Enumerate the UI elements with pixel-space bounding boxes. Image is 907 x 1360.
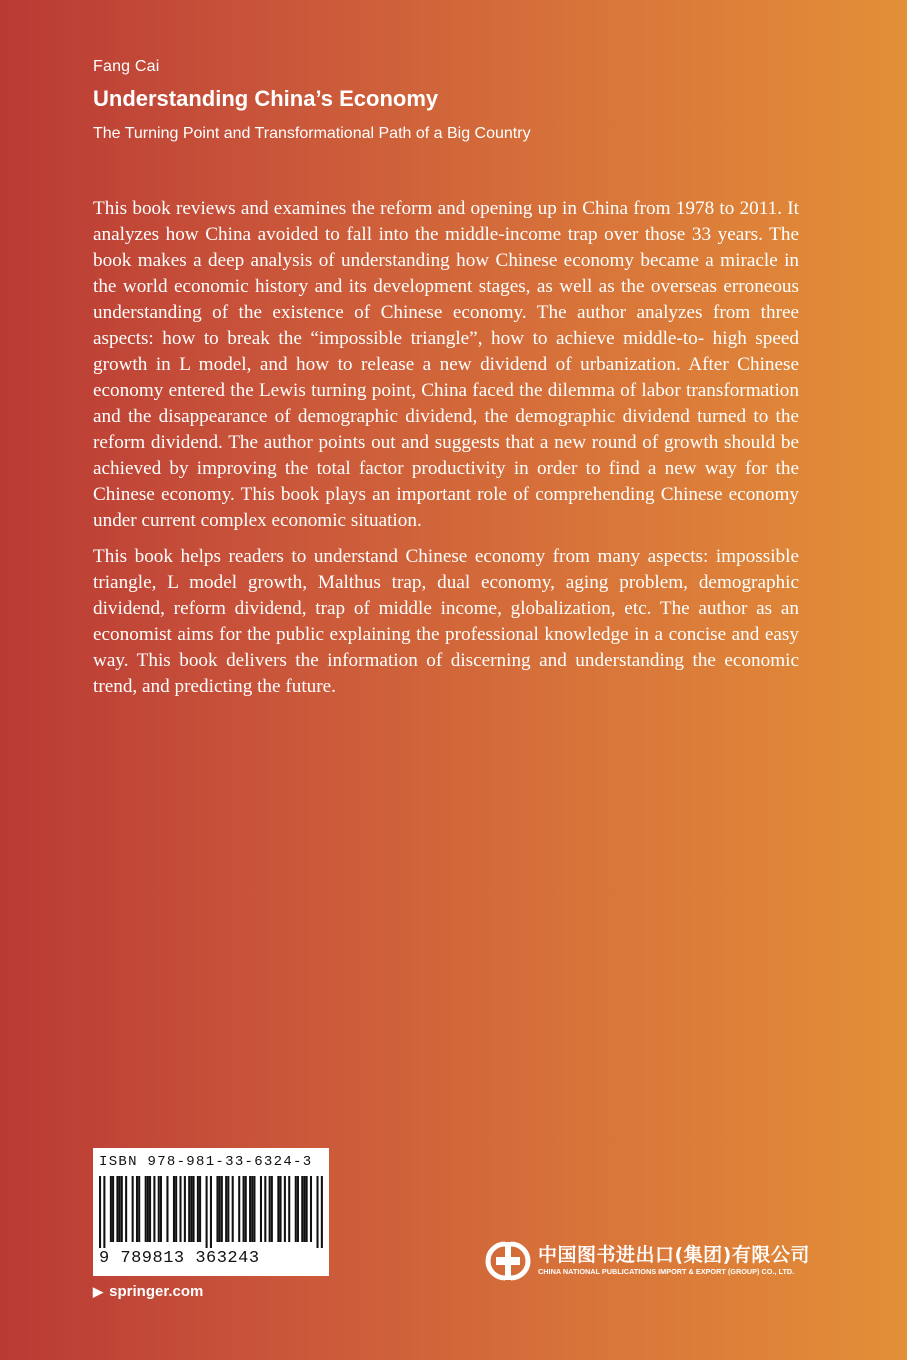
springer-url: springer.com: [109, 1283, 204, 1300]
author-name: Fang Cai: [93, 58, 160, 75]
barcode-digits: 9 789813 363243: [99, 1249, 260, 1268]
springer-link[interactable]: [93, 1283, 203, 1300]
arrow-right-icon: ▶: [93, 1284, 103, 1299]
cnpiec-logo-icon: [483, 1240, 533, 1282]
book-title: Understanding China’s Economy: [93, 86, 439, 111]
blurb-paragraph-1: This book reviews and examines the reform and opening up in China from 1978 to 2011. It analyzes how China avoided to fall into the middle-income trap over those 33 years. The book makes a deep analysis of understanding how Chinese economy became a miracle in the world economic history and its development stages, as well as the overseas erroneous understanding of the existence of Chinese economy. The author analyzes from three aspects: how to break the “impossible triangle”, how to achieve middle-to- high speed growth in L model, and how to release a new dividend of urbanization. After Chinese economy entered the Lewis turning point, China faced the dilemma of labor transformation and the disappearance of demographic dividend, the demographic dividend turned to the reform dividend. The author points out and suggests that a new round of growth should be achieved by improving the total factor productivity in order to find a new way for the Chinese economy. This book plays an important role of comprehending Chinese economy under current complex economic situation.: [93, 198, 799, 531]
barcode-icon: [99, 1176, 323, 1248]
publisher-name-en: CHINA NATIONAL PUBLICATIONS IMPORT & EXPORT (GROUP) CO., LTD.: [538, 1267, 795, 1276]
blurb-text: [93, 196, 799, 710]
isbn-label: ISBN 978-981-33-6324-3: [99, 1154, 313, 1170]
book-subtitle: The Turning Point and Transformational Path of a Big Country: [93, 125, 531, 142]
blurb-paragraph-2: This book helps readers to understand Chinese economy from many aspects: impossible triangle, L model growth, Malthus trap, dual economy, aging problem, demographic dividend, reform dividend, trap of middle income, globalization, etc. The author as an economist aims for the public explaining the professional knowledge in a concise and easy way. This book delivers the information of discerning and understanding the economic trend, and predicting the future.: [93, 546, 799, 697]
publisher-name-cn: 中国图书进出口(集团)有限公司: [538, 1244, 810, 1266]
barcode-box: [93, 1148, 329, 1276]
